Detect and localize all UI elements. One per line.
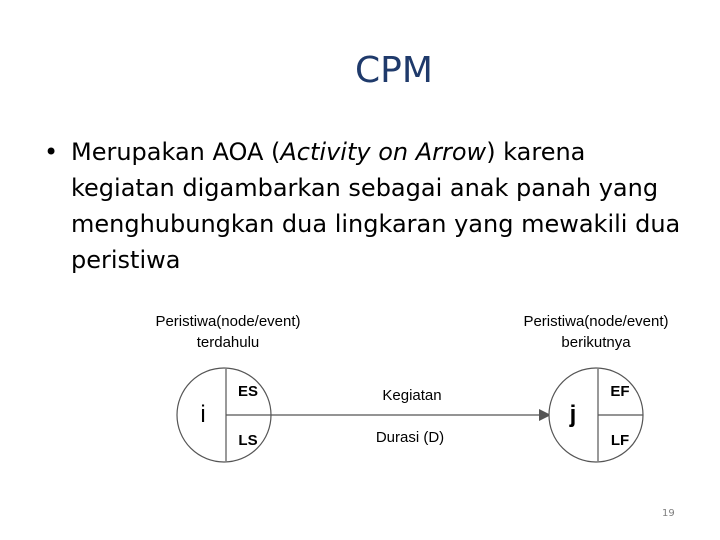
right-node — [549, 368, 643, 462]
right-node-caption-line1: Peristiwa(node/event) — [523, 313, 669, 330]
right-node-lf-label: LF — [610, 432, 630, 449]
arrow-label-activity: Kegiatan — [382, 387, 442, 404]
left-node-ls-label: LS — [238, 432, 258, 449]
bullet-text-italic: Activity on Arrow — [280, 138, 487, 166]
left-node-caption-line1: Peristiwa(node/event) — [155, 313, 301, 330]
slide-title: CPM — [355, 50, 433, 91]
left-node-es-label: ES — [237, 383, 259, 400]
right-node-id: j — [569, 401, 577, 428]
bullet-symbol: • — [44, 138, 59, 166]
activity-arrow — [271, 387, 551, 446]
left-node-id: i — [200, 401, 206, 428]
right-node-caption-line2: berikutnya — [561, 334, 631, 351]
left-node-caption-line2: terdahulu — [196, 334, 260, 351]
bullet-text-before: Merupakan AOA ( — [71, 138, 281, 166]
bullet-text-after: ) karena kegiatan digambarkan sebagai anak panah yang menghubungkan dua lingkaran yang mewakili dua peristiwa — [71, 138, 681, 274]
left-node — [177, 368, 271, 462]
right-node-ef-label: EF — [610, 383, 630, 400]
page-number: 19 — [662, 508, 675, 519]
arrow-label-duration: Durasi (D) — [375, 429, 445, 446]
